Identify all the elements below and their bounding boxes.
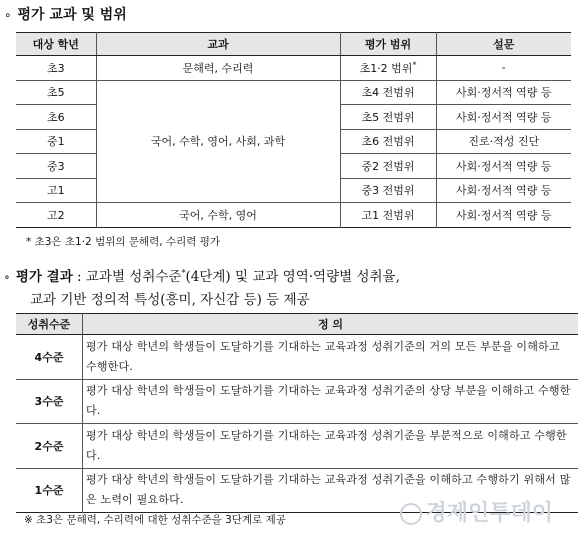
survey-cell: 사회·정서적 역량 등: [436, 105, 571, 130]
header-grade: 대상 학년: [16, 33, 96, 56]
survey-cell: 사회·정서적 역량 등: [436, 203, 571, 228]
evaluation-scope-table: [16, 32, 571, 228]
subject-merged-cell: 국어, 수학, 영어, 사회, 과학: [96, 80, 340, 203]
section1-heading: [4, 4, 127, 24]
range-cell: 중3 전범위: [340, 178, 436, 203]
section2-text-b: (4단계) 및 교과 영역·역량별 성취율,: [185, 269, 400, 285]
header-subject: 교과: [96, 33, 340, 56]
definition-cell: 평가 대상 학년의 학생들이 도달하기를 기대하는 교육과정 성취기준의 상당 부분을 이해하고 수행한다.: [83, 379, 579, 424]
subject-cell: 문해력, 수리력: [96, 56, 340, 81]
definition-cell: 평가 대상 학년의 학생들이 도달하기를 기대하는 교육과정 성취기준의 거의 모든 부분을 이해하고 수행한다.: [83, 335, 579, 380]
grade-cell: 초6: [16, 105, 96, 130]
header-level: 성취수준: [16, 314, 83, 335]
survey-cell: 진로·적성 진단: [436, 129, 571, 154]
survey-cell: 사회·정서적 역량 등: [436, 154, 571, 179]
range-cell: 초6 전범위: [340, 129, 436, 154]
grade-cell: 고2: [46, 208, 65, 222]
table-row: [16, 335, 578, 380]
range-cell: 초4 전범위: [340, 80, 436, 105]
achievement-level-table: [16, 313, 578, 513]
level-cell: 2수준: [16, 424, 83, 469]
table-row: [16, 424, 578, 469]
section2-sup: *: [181, 268, 186, 278]
grade-cell: 중3: [16, 154, 96, 179]
grade-cell: 초3: [16, 56, 96, 81]
section2-title: 평가 결과: [15, 269, 73, 285]
section2-heading-line1: [4, 265, 400, 285]
level-cell: 3수준: [16, 379, 83, 424]
header-survey: 설문: [436, 33, 571, 56]
range-cell: 고1 전범위: [340, 203, 436, 228]
table-header-row: [16, 314, 578, 335]
range-cell: 초1·2 범위*: [340, 56, 436, 81]
watermark-text: 경제인투데이: [425, 501, 553, 526]
watermark-logo: [400, 496, 553, 527]
level-cell: 1수준: [34, 484, 64, 498]
survey-cell: -: [436, 56, 571, 81]
header-definition: 정 의: [83, 314, 579, 335]
footnote-2: ※ 초3은 문해력, 수리력에 대한 성취수준을 3단계로 제공: [24, 514, 286, 526]
table-row: [16, 379, 578, 424]
survey-cell: 사회·정서적 역량 등: [436, 178, 571, 203]
bullet-icon: ∘: [4, 270, 10, 284]
grade-cell: 중1: [16, 129, 96, 154]
bullet-icon: ∘: [4, 8, 12, 22]
table-row: [16, 56, 571, 81]
footnote-1: * 초3은 초1·2 범위의 문해력, 수리력 평가: [26, 236, 220, 248]
level-cell: 4수준: [16, 335, 83, 380]
table-row: [16, 203, 571, 228]
section2-heading-line2: 교과 기반 정의적 특성(흥미, 자신감 등) 등 제공: [30, 292, 310, 308]
table-row: [16, 80, 571, 105]
range-cell: 초5 전범위: [340, 105, 436, 130]
definition-cell: 평가 대상 학년의 학생들이 도달하기를 기대하는 교육과정 성취기준을 부분적으로 이해하고 수행한다.: [83, 424, 579, 469]
definition-cell: 평가 대상 학년의 학생들이 도달하기를 기대하는 교육과정 성취기준을 이해하고 수행하기 위해서 많은 노력이 필요하다.: [83, 468, 579, 513]
range-cell: 중2 전범위: [340, 154, 436, 179]
table-header-row: [16, 33, 571, 56]
section2-text-a: : 교과별 성취수준: [72, 269, 182, 285]
grade-cell: 초5: [16, 80, 96, 105]
header-range: 평가 범위: [340, 33, 436, 56]
section1-title: 평가 교과 및 범위: [17, 7, 127, 23]
grade-cell: 고1: [16, 178, 96, 203]
survey-cell: 사회·정서적 역량 등: [436, 80, 571, 105]
logo-icon: [400, 503, 422, 525]
subject-cell: 국어, 수학, 영어: [96, 203, 340, 228]
